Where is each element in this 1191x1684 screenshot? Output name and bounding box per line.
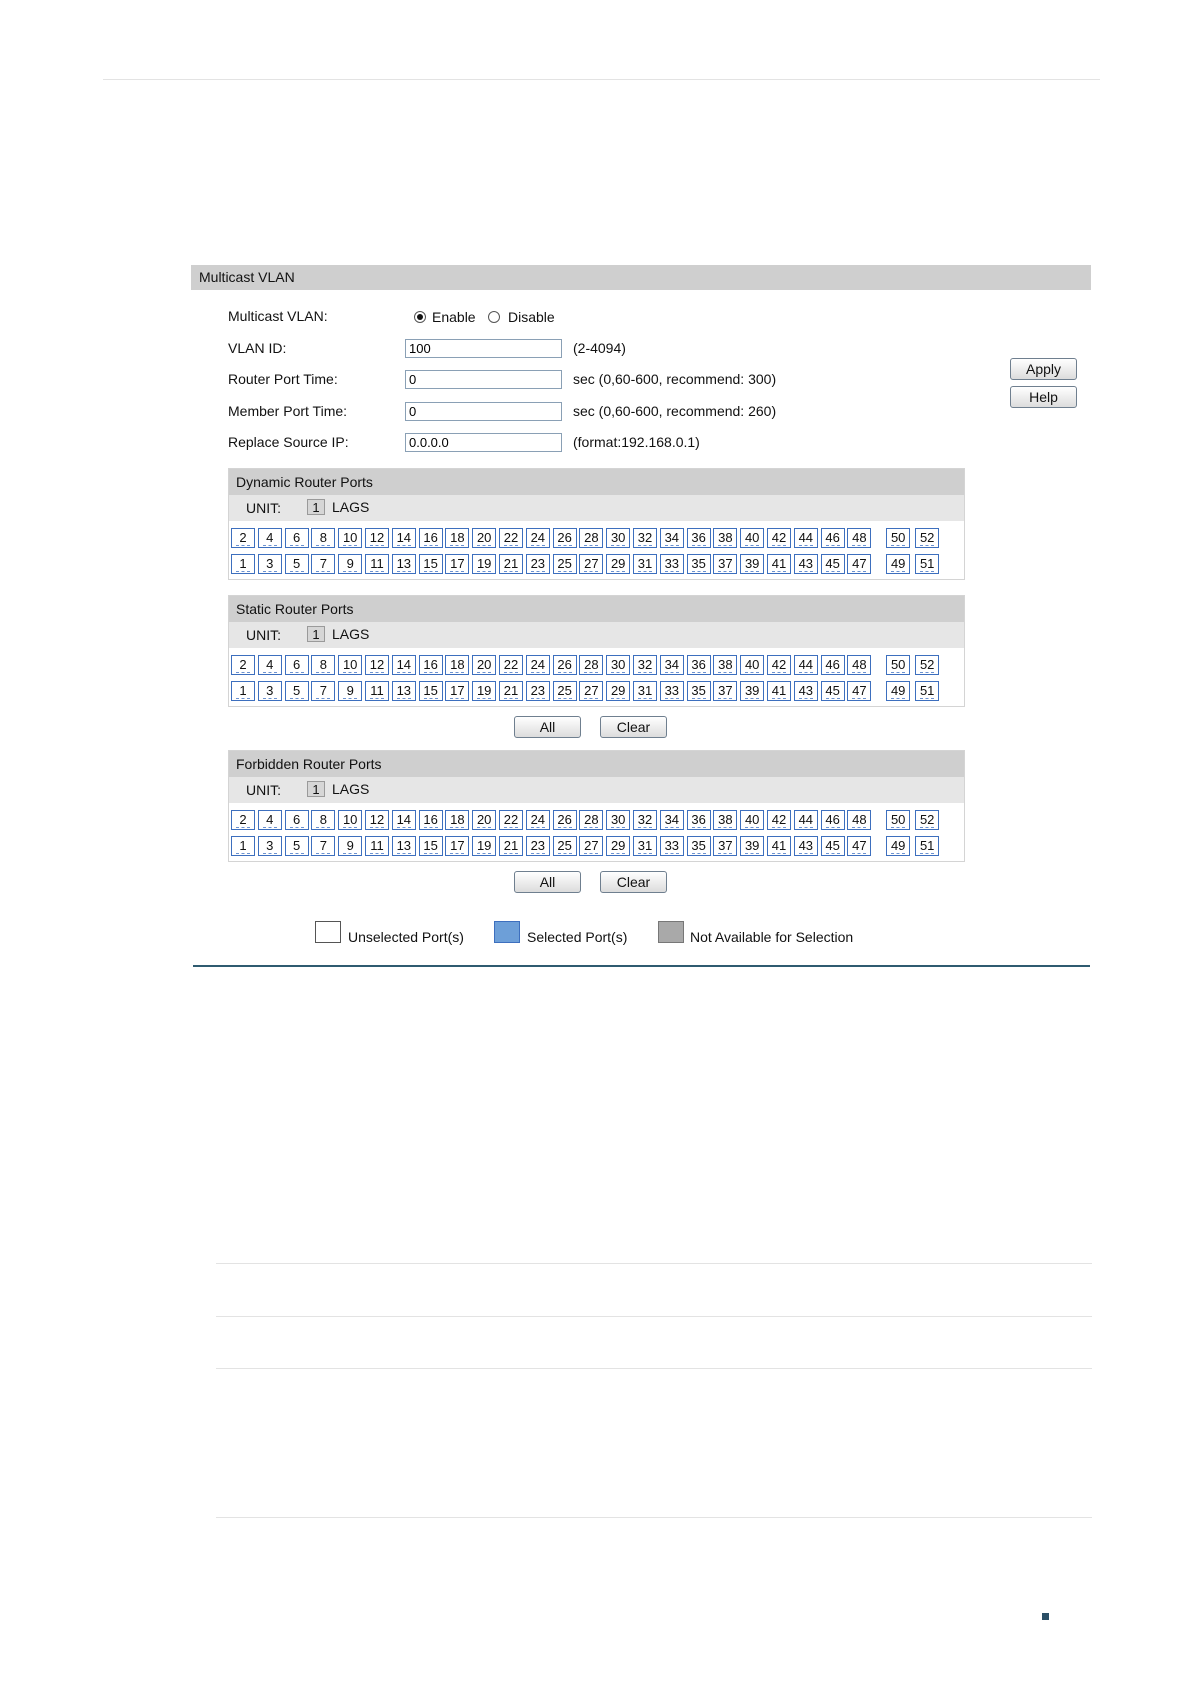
port-43[interactable]: 43 xyxy=(794,554,818,574)
port-7[interactable]: 7 xyxy=(311,681,335,701)
port-50[interactable]: 50 xyxy=(886,528,910,548)
forbidden-all-button[interactable]: All xyxy=(514,871,581,893)
port-35[interactable]: 35 xyxy=(687,681,711,701)
port-26[interactable]: 26 xyxy=(553,810,577,830)
port-23[interactable]: 23 xyxy=(526,836,550,856)
enable-radio[interactable] xyxy=(414,311,426,323)
unit-label: UNIT: xyxy=(246,500,281,516)
apply-button[interactable]: Apply xyxy=(1010,358,1077,380)
port-51[interactable]: 51 xyxy=(915,836,939,856)
port-26[interactable]: 26 xyxy=(553,655,577,675)
table-divider xyxy=(216,1368,1092,1369)
port-1[interactable]: 1 xyxy=(231,681,255,701)
port-10[interactable]: 10 xyxy=(338,810,362,830)
port-5[interactable]: 5 xyxy=(285,681,309,701)
port-20[interactable]: 20 xyxy=(472,655,496,675)
port-30[interactable]: 30 xyxy=(606,655,630,675)
port-38[interactable]: 38 xyxy=(713,528,737,548)
port-3[interactable]: 3 xyxy=(258,554,282,574)
not-available-legend-label: Not Available for Selection xyxy=(690,929,854,945)
port-33[interactable]: 33 xyxy=(660,836,684,856)
port-38[interactable]: 38 xyxy=(713,810,737,830)
port-21[interactable]: 21 xyxy=(499,681,523,701)
port-2[interactable]: 2 xyxy=(231,655,255,675)
port-49[interactable]: 49 xyxy=(886,836,910,856)
port-47[interactable]: 47 xyxy=(847,836,871,856)
port-32[interactable]: 32 xyxy=(633,655,657,675)
port-31[interactable]: 31 xyxy=(633,681,657,701)
port-4[interactable]: 4 xyxy=(258,655,282,675)
port-16[interactable]: 16 xyxy=(419,528,443,548)
static-clear-button[interactable]: Clear xyxy=(600,716,667,738)
port-45[interactable]: 45 xyxy=(821,554,845,574)
port-20[interactable]: 20 xyxy=(472,810,496,830)
port-43[interactable]: 43 xyxy=(794,836,818,856)
port-18[interactable]: 18 xyxy=(445,655,469,675)
replace-source-ip-hint: (format:192.168.0.1) xyxy=(573,434,700,450)
unselected-port-legend-label: Unselected Port(s) xyxy=(348,929,464,945)
port-48[interactable]: 48 xyxy=(847,528,871,548)
port-41[interactable]: 41 xyxy=(767,554,791,574)
panel-title: Multicast VLAN xyxy=(191,265,1091,290)
port-34[interactable]: 34 xyxy=(660,810,684,830)
port-44[interactable]: 44 xyxy=(794,528,818,548)
port-21[interactable]: 21 xyxy=(499,554,523,574)
port-18[interactable]: 18 xyxy=(445,528,469,548)
port-17[interactable]: 17 xyxy=(445,681,469,701)
forbidden-router-ports-group xyxy=(228,750,965,862)
port-11[interactable]: 11 xyxy=(365,836,389,856)
port-20[interactable]: 20 xyxy=(472,528,496,548)
port-24[interactable]: 24 xyxy=(526,810,550,830)
port-7[interactable]: 7 xyxy=(311,554,335,574)
static-router-ports-title: Static Router Ports xyxy=(229,596,964,622)
port-2[interactable]: 2 xyxy=(231,528,255,548)
port-27[interactable]: 27 xyxy=(579,681,603,701)
port-5[interactable]: 5 xyxy=(285,554,309,574)
port-33[interactable]: 33 xyxy=(660,681,684,701)
disable-radio[interactable] xyxy=(488,311,500,323)
port-14[interactable]: 14 xyxy=(392,655,416,675)
port-9[interactable]: 9 xyxy=(338,681,362,701)
port-1[interactable]: 1 xyxy=(231,554,255,574)
port-46[interactable]: 46 xyxy=(821,528,845,548)
port-31[interactable]: 31 xyxy=(633,554,657,574)
port-32[interactable]: 32 xyxy=(633,810,657,830)
port-36[interactable]: 36 xyxy=(687,810,711,830)
port-18[interactable]: 18 xyxy=(445,810,469,830)
disable-radio-label[interactable]: Disable xyxy=(508,309,555,325)
port-14[interactable]: 14 xyxy=(392,528,416,548)
port-44[interactable]: 44 xyxy=(794,810,818,830)
port-23[interactable]: 23 xyxy=(526,681,550,701)
port-4[interactable]: 4 xyxy=(258,810,282,830)
port-8[interactable]: 8 xyxy=(311,655,335,675)
port-39[interactable]: 39 xyxy=(740,681,764,701)
port-34[interactable]: 34 xyxy=(660,655,684,675)
port-49[interactable]: 49 xyxy=(886,554,910,574)
port-22[interactable]: 22 xyxy=(499,528,523,548)
dynamic-router-ports-group xyxy=(228,468,965,580)
replace-source-ip-input[interactable] xyxy=(405,433,562,452)
selected-port-legend-icon xyxy=(494,921,520,943)
router-port-time-label: Router Port Time: xyxy=(228,371,338,387)
port-34[interactable]: 34 xyxy=(660,528,684,548)
port-19[interactable]: 19 xyxy=(472,681,496,701)
port-8[interactable]: 8 xyxy=(311,810,335,830)
port-36[interactable]: 36 xyxy=(687,528,711,548)
port-51[interactable]: 51 xyxy=(915,554,939,574)
selected-port-legend-label: Selected Port(s) xyxy=(527,929,628,945)
port-21[interactable]: 21 xyxy=(499,836,523,856)
panel-bottom-rule xyxy=(193,965,1090,967)
port-9[interactable]: 9 xyxy=(338,554,362,574)
port-40[interactable]: 40 xyxy=(740,528,764,548)
port-51[interactable]: 51 xyxy=(915,681,939,701)
port-25[interactable]: 25 xyxy=(553,554,577,574)
enable-radio-label[interactable]: Enable xyxy=(432,309,476,325)
port-6[interactable]: 6 xyxy=(285,655,309,675)
port-29[interactable]: 29 xyxy=(606,681,630,701)
port-13[interactable]: 13 xyxy=(392,554,416,574)
port-4[interactable]: 4 xyxy=(258,528,282,548)
port-12[interactable]: 12 xyxy=(365,528,389,548)
port-45[interactable]: 45 xyxy=(821,681,845,701)
port-7[interactable]: 7 xyxy=(311,836,335,856)
port-42[interactable]: 42 xyxy=(767,655,791,675)
member-port-time-label: Member Port Time: xyxy=(228,403,348,419)
multicast-vlan-panel xyxy=(191,265,1091,969)
port-30[interactable]: 30 xyxy=(606,528,630,548)
port-52[interactable]: 52 xyxy=(915,528,939,548)
port-47[interactable]: 47 xyxy=(847,681,871,701)
unselected-port-legend-icon xyxy=(315,921,341,943)
port-19[interactable]: 19 xyxy=(472,836,496,856)
unit-selector[interactable]: 1 xyxy=(307,626,325,642)
unit-bar xyxy=(229,495,964,521)
port-25[interactable]: 25 xyxy=(553,836,577,856)
port-28[interactable]: 28 xyxy=(579,528,603,548)
vlan-id-input[interactable] xyxy=(405,339,562,358)
port-28[interactable]: 28 xyxy=(579,810,603,830)
vlan-id-label: VLAN ID: xyxy=(228,340,287,356)
port-22[interactable]: 22 xyxy=(499,655,523,675)
member-port-time-input[interactable] xyxy=(405,402,562,421)
port-52[interactable]: 52 xyxy=(915,810,939,830)
static-all-button[interactable]: All xyxy=(514,716,581,738)
unit-selector[interactable]: 1 xyxy=(307,781,325,797)
member-port-time-hint: sec (0,60-600, recommend: 260) xyxy=(573,403,777,419)
port-43[interactable]: 43 xyxy=(794,681,818,701)
port-16[interactable]: 16 xyxy=(419,810,443,830)
port-42[interactable]: 42 xyxy=(767,810,791,830)
unit-bar xyxy=(229,622,964,648)
port-22[interactable]: 22 xyxy=(499,810,523,830)
unit-selector[interactable]: 1 xyxy=(307,499,325,515)
port-17[interactable]: 17 xyxy=(445,836,469,856)
port-27[interactable]: 27 xyxy=(579,836,603,856)
port-1[interactable]: 1 xyxy=(231,836,255,856)
forbidden-clear-button[interactable]: Clear xyxy=(600,871,667,893)
router-port-time-hint: sec (0,60-600, recommend: 300) xyxy=(573,371,777,387)
port-16[interactable]: 16 xyxy=(419,655,443,675)
port-38[interactable]: 38 xyxy=(713,655,737,675)
port-46[interactable]: 46 xyxy=(821,655,845,675)
port-48[interactable]: 48 xyxy=(847,810,871,830)
port-14[interactable]: 14 xyxy=(392,810,416,830)
forbidden-router-ports-title: Forbidden Router Ports xyxy=(229,751,964,777)
replace-source-ip-label: Replace Source IP: xyxy=(228,434,349,450)
port-3[interactable]: 3 xyxy=(258,681,282,701)
table-divider xyxy=(216,1263,1092,1264)
port-11[interactable]: 11 xyxy=(365,681,389,701)
table-divider xyxy=(216,1316,1092,1317)
port-39[interactable]: 39 xyxy=(740,836,764,856)
port-28[interactable]: 28 xyxy=(579,655,603,675)
port-6[interactable]: 6 xyxy=(285,528,309,548)
port-15[interactable]: 15 xyxy=(419,554,443,574)
port-12[interactable]: 12 xyxy=(365,655,389,675)
port-48[interactable]: 48 xyxy=(847,655,871,675)
port-13[interactable]: 13 xyxy=(392,681,416,701)
page-divider-top xyxy=(103,79,1100,80)
port-50[interactable]: 50 xyxy=(886,655,910,675)
port-41[interactable]: 41 xyxy=(767,836,791,856)
port-31[interactable]: 31 xyxy=(633,836,657,856)
multicast-vlan-label: Multicast VLAN: xyxy=(228,308,328,324)
port-11[interactable]: 11 xyxy=(365,554,389,574)
port-40[interactable]: 40 xyxy=(740,810,764,830)
port-19[interactable]: 19 xyxy=(472,554,496,574)
static-router-ports-group xyxy=(228,595,965,707)
not-available-legend-icon xyxy=(658,921,684,943)
port-15[interactable]: 15 xyxy=(419,836,443,856)
port-23[interactable]: 23 xyxy=(526,554,550,574)
lags-link[interactable]: LAGS xyxy=(332,626,370,642)
port-10[interactable]: 10 xyxy=(338,655,362,675)
port-37[interactable]: 37 xyxy=(713,554,737,574)
port-9[interactable]: 9 xyxy=(338,836,362,856)
dynamic-router-ports-title: Dynamic Router Ports xyxy=(229,469,964,495)
vlan-id-hint: (2-4094) xyxy=(573,340,626,356)
table-divider xyxy=(216,1517,1092,1518)
lags-link[interactable]: LAGS xyxy=(332,781,370,797)
port-45[interactable]: 45 xyxy=(821,836,845,856)
port-47[interactable]: 47 xyxy=(847,554,871,574)
port-2[interactable]: 2 xyxy=(231,810,255,830)
port-37[interactable]: 37 xyxy=(713,836,737,856)
port-24[interactable]: 24 xyxy=(526,655,550,675)
port-37[interactable]: 37 xyxy=(713,681,737,701)
port-41[interactable]: 41 xyxy=(767,681,791,701)
port-15[interactable]: 15 xyxy=(419,681,443,701)
port-40[interactable]: 40 xyxy=(740,655,764,675)
port-46[interactable]: 46 xyxy=(821,810,845,830)
port-5[interactable]: 5 xyxy=(285,836,309,856)
port-36[interactable]: 36 xyxy=(687,655,711,675)
unit-bar xyxy=(229,777,964,803)
unit-label: UNIT: xyxy=(246,627,281,643)
unit-label: UNIT: xyxy=(246,782,281,798)
port-3[interactable]: 3 xyxy=(258,836,282,856)
help-button[interactable]: Help xyxy=(1010,386,1077,408)
port-33[interactable]: 33 xyxy=(660,554,684,574)
port-24[interactable]: 24 xyxy=(526,528,550,548)
port-42[interactable]: 42 xyxy=(767,528,791,548)
port-52[interactable]: 52 xyxy=(915,655,939,675)
page-marker xyxy=(1042,1613,1049,1620)
port-27[interactable]: 27 xyxy=(579,554,603,574)
port-13[interactable]: 13 xyxy=(392,836,416,856)
port-26[interactable]: 26 xyxy=(553,528,577,548)
port-44[interactable]: 44 xyxy=(794,655,818,675)
port-6[interactable]: 6 xyxy=(285,810,309,830)
port-29[interactable]: 29 xyxy=(606,554,630,574)
port-10[interactable]: 10 xyxy=(338,528,362,548)
port-39[interactable]: 39 xyxy=(740,554,764,574)
lags-link[interactable]: LAGS xyxy=(332,499,370,515)
port-12[interactable]: 12 xyxy=(365,810,389,830)
port-50[interactable]: 50 xyxy=(886,810,910,830)
port-32[interactable]: 32 xyxy=(633,528,657,548)
router-port-time-input[interactable] xyxy=(405,370,562,389)
port-30[interactable]: 30 xyxy=(606,810,630,830)
port-35[interactable]: 35 xyxy=(687,554,711,574)
port-8[interactable]: 8 xyxy=(311,528,335,548)
port-25[interactable]: 25 xyxy=(553,681,577,701)
port-17[interactable]: 17 xyxy=(445,554,469,574)
port-35[interactable]: 35 xyxy=(687,836,711,856)
port-49[interactable]: 49 xyxy=(886,681,910,701)
port-29[interactable]: 29 xyxy=(606,836,630,856)
